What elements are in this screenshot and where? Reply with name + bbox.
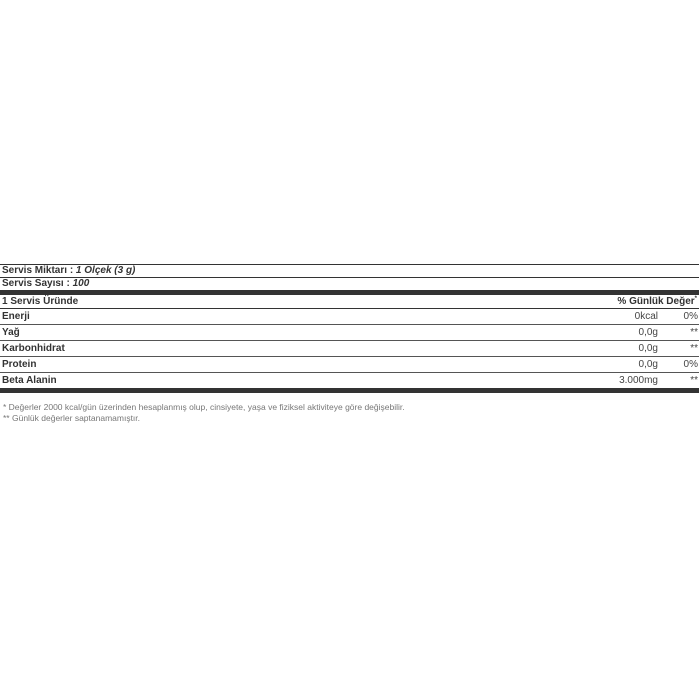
header-daily-value: [617, 295, 697, 308]
footnote-undetermined: ** Günlük değerler saptanamamıştır.: [3, 413, 141, 423]
nutrient-amount: 0,0g: [638, 327, 658, 338]
serving-count-label: Servis Sayısı :: [2, 278, 73, 289]
nutrient-name: Yağ: [2, 327, 20, 338]
table-row: [0, 357, 699, 373]
table-row: [0, 373, 699, 388]
nutrient-name: Beta Alanin: [2, 375, 57, 386]
serving-size-value: 1 Ölçek (3 g): [75, 265, 136, 276]
serving-size: [0, 265, 699, 277]
nutrient-amount: 0,0g: [638, 359, 658, 370]
nutrient-amount: 0kcal: [634, 311, 658, 322]
nutrient-daily-value: **: [690, 375, 698, 386]
table-row: [0, 341, 699, 357]
footnotes: [3, 402, 405, 424]
table-row: [0, 325, 699, 341]
nutrient-amount: 0,0g: [638, 343, 658, 354]
serving-count: [0, 278, 699, 290]
table-header: [0, 295, 699, 308]
nutrient-daily-value: 0%: [683, 359, 698, 370]
nutrient-name: Protein: [2, 359, 37, 370]
serving-size-label: Servis Miktarı :: [2, 265, 76, 276]
header-footnote-mark: *: [694, 296, 697, 302]
nutrient-daily-value: 0%: [683, 311, 698, 322]
thick-rule-bottom: [0, 388, 699, 393]
nutrition-facts-label: [0, 264, 699, 393]
nutrient-name: Karbonhidrat: [2, 343, 65, 354]
serving-count-value: 100: [72, 278, 90, 289]
nutrient-daily-value: **: [690, 343, 698, 354]
footnote-calories: * Değerler 2000 kcal/gün üzerinden hesaplanmış olup, cinsiyete, yaşa ve fiziksel aktiviteye göre değişebilir.: [3, 402, 405, 412]
nutrient-daily-value: **: [690, 327, 698, 338]
header-daily-value-text: % Günlük Değer: [617, 296, 695, 307]
nutrient-amount: 3.000mg: [619, 375, 658, 386]
nutrient-name: Enerji: [2, 311, 30, 322]
header-per-serving: 1 Servis Üründe: [2, 296, 79, 307]
table-row: [0, 309, 699, 325]
